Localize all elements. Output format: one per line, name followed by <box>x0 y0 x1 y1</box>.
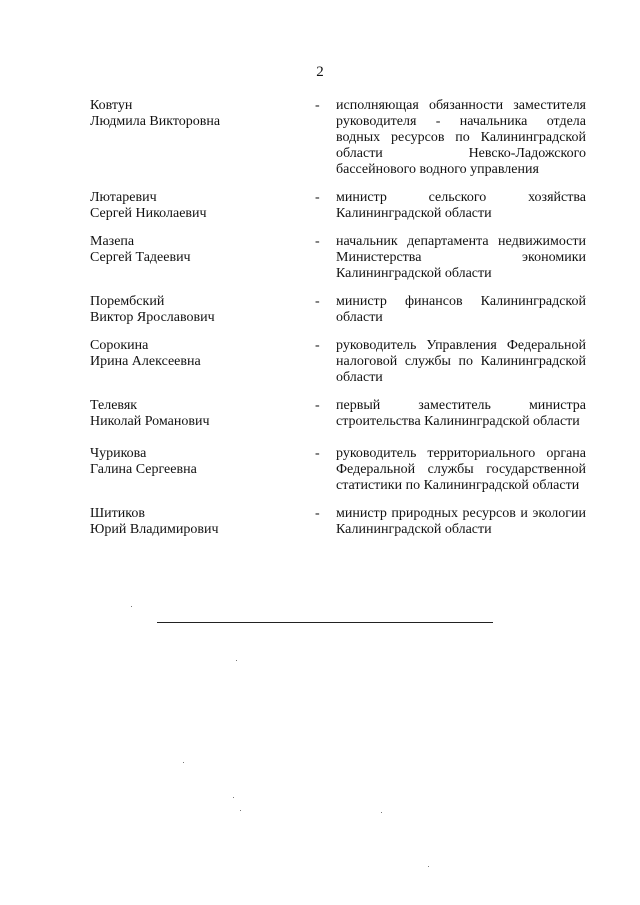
member-position: министр природных ресурсов и экологии Калининградской области <box>336 506 586 537</box>
dash-separator: - <box>315 294 320 309</box>
end-of-list-rule <box>157 622 493 623</box>
member-position: начальник департамента недвижимости Министерства экономики Калининградской области <box>336 234 586 281</box>
member-given-names: Ирина Алексеевна <box>90 354 201 369</box>
scan-speck <box>131 606 132 607</box>
scan-speck <box>233 797 234 798</box>
member-surname: Лютаревич <box>90 190 157 205</box>
member-name <box>90 338 305 370</box>
member-name <box>90 446 305 478</box>
member-given-names: Людмила Викторовна <box>90 114 221 129</box>
member-name <box>90 506 305 538</box>
dash-separator: - <box>315 398 320 413</box>
member-position: руководитель Управления Федеральной налоговой службы по Калининградской области <box>336 338 586 385</box>
member-given-names: Сергей Тадеевич <box>90 250 191 265</box>
member-position: первый заместитель министра строительства Калининградской области <box>336 398 586 429</box>
member-name <box>90 190 305 222</box>
scan-speck <box>236 660 237 661</box>
member-name <box>90 234 305 266</box>
member-surname: Мазепа <box>90 234 135 249</box>
scan-speck <box>240 810 241 811</box>
member-position: исполняющая обязанности заместителя руководителя - начальника отдела водных ресурсов по Калининградской области Невско-Ладожского бассейнового водного управления <box>336 98 586 177</box>
member-name <box>90 398 305 430</box>
dash-separator: - <box>315 98 320 113</box>
scan-speck <box>428 866 429 867</box>
member-name <box>90 98 305 130</box>
member-surname: Шитиков <box>90 506 145 521</box>
member-position: министр сельского хозяйства Калининградской области <box>336 190 586 221</box>
member-surname: Порембский <box>90 294 165 309</box>
scan-speck <box>381 812 382 813</box>
dash-separator: - <box>315 446 320 461</box>
dash-separator: - <box>315 190 320 205</box>
member-given-names: Сергей Николаевич <box>90 206 207 221</box>
page-number: 2 <box>316 64 324 80</box>
member-position: министр финансов Калининградской области <box>336 294 586 325</box>
member-position: руководитель территориального органа Федеральной службы государственной статистики по Калининградской области <box>336 446 586 493</box>
member-surname: Ковтун <box>90 98 133 113</box>
member-surname: Телевяк <box>90 398 138 413</box>
member-name <box>90 294 305 326</box>
member-given-names: Николай Романович <box>90 414 210 429</box>
member-given-names: Юрий Владимирович <box>90 522 219 537</box>
member-surname: Сорокина <box>90 338 149 353</box>
scan-speck <box>183 762 184 763</box>
dash-separator: - <box>315 234 320 249</box>
member-surname: Чурикова <box>90 446 147 461</box>
dash-separator: - <box>315 506 320 521</box>
member-given-names: Галина Сергеевна <box>90 462 197 477</box>
dash-separator: - <box>315 338 320 353</box>
member-given-names: Виктор Ярославович <box>90 310 215 325</box>
